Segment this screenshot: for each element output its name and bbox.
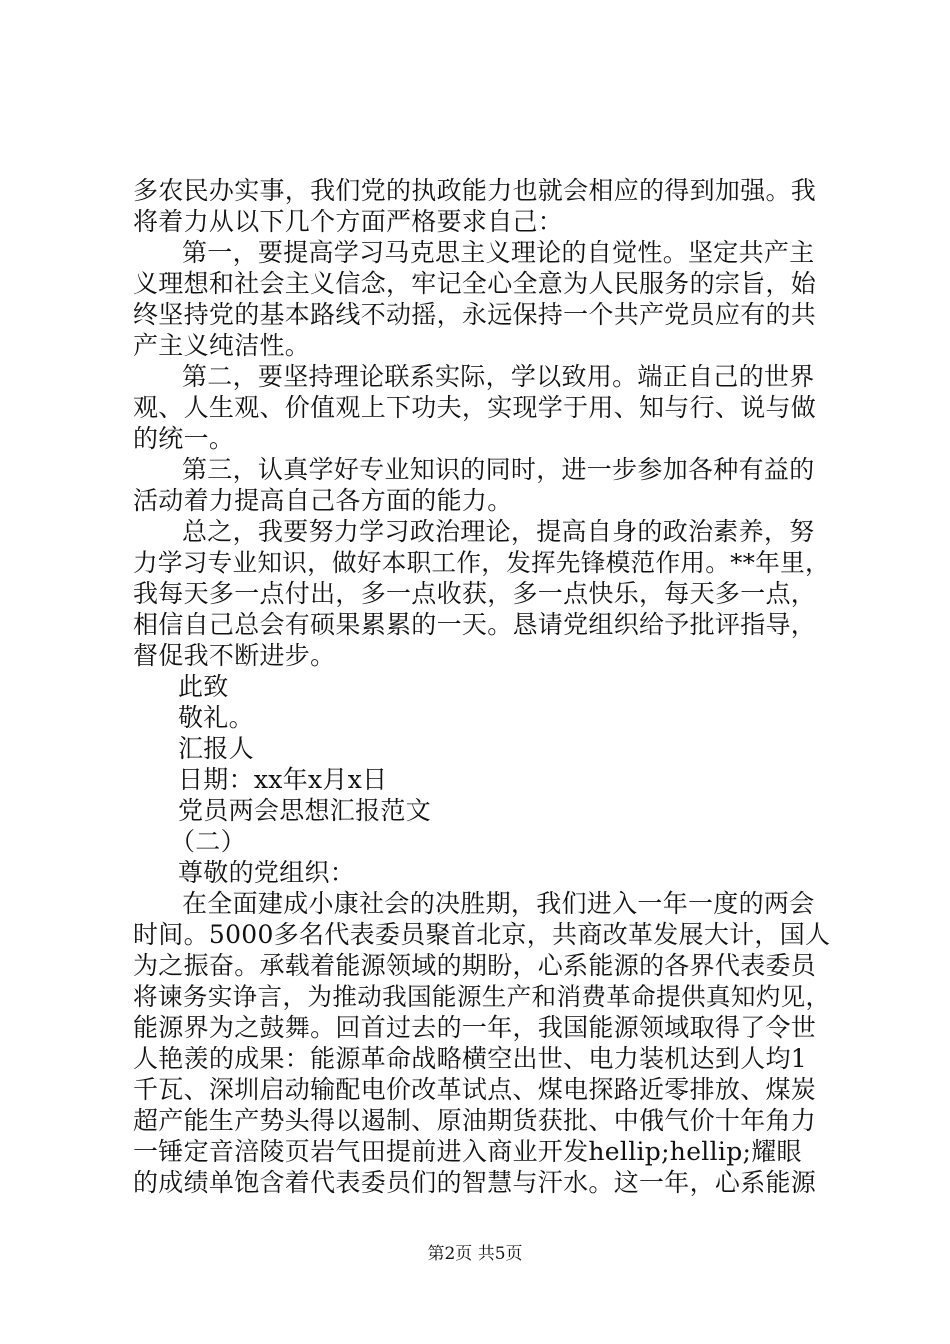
date-line: 日期：xx年x月x日 xyxy=(178,765,388,794)
text-line: 多农民办实事，我们党的执政能力也就会相应的得到加强。我 xyxy=(133,176,817,205)
signature-label: 汇报人 xyxy=(178,734,254,763)
text-line: 在全面建成小康社会的决胜期，我们进入一年一度的两会 xyxy=(182,889,815,918)
text-line: 时间。5000多名代表委员聚首北京，共商改革发展大计，国人 xyxy=(133,920,831,949)
salutation: 敬礼。 xyxy=(178,703,254,732)
text-line: 总之，我要努力学习政治理论，提高自身的政治素养，努 xyxy=(182,517,815,546)
text-line: 的统一。 xyxy=(133,424,235,453)
page-footer: 第2页 共5页 xyxy=(427,1244,523,1264)
text-line: 千瓦、深圳启动输配电价改革试点、煤电探路近零排放、煤炭 xyxy=(133,1075,817,1104)
text-line: 的成绩单饱含着代表委员们的智慧与汗水。这一年，心系能源 xyxy=(133,1168,817,1197)
text-line: 义理想和社会主义信念，牢记全心全意为人民服务的宗旨，始 xyxy=(133,269,817,298)
greeting: 尊敬的党组织： xyxy=(178,858,356,887)
text-line: 第二，要坚持理论联系实际，学以致用。端正自己的世界 xyxy=(182,362,815,391)
text-line: 产主义纯洁性。 xyxy=(133,331,311,360)
text-line: 将谏务实诤言，为推动我国能源生产和消费革命提供真知灼见， xyxy=(133,982,831,1011)
text-line: 将着力从以下几个方面严格要求自己： xyxy=(133,207,564,236)
section-title: 党员两会思想汇报范文 xyxy=(178,796,432,825)
text-line: 督促我不断进步。 xyxy=(133,641,336,670)
text-line: 一锤定音涪陵页岩气田提前进入商业开发hellip;hellip;耀眼 xyxy=(133,1137,802,1166)
text-line: 能源界为之鼓舞。回首过去的一年，我国能源领域取得了令世 xyxy=(133,1013,817,1042)
text-line: 相信自己总会有硕果累累的一天。恳请党组织给予批评指导， xyxy=(133,610,817,639)
text-line: 第一，要提高学习马克思主义理论的自觉性。坚定共产主 xyxy=(182,238,815,267)
text-line: 超产能生产势头得以遏制、原油期货获批、中俄气价十年角力 xyxy=(133,1106,817,1135)
text-line: 活动着力提高自己各方面的能力。 xyxy=(133,486,513,515)
text-line: 人艳羡的成果：能源革命战略横空出世、电力装机达到人均1 xyxy=(133,1044,808,1073)
text-line: 终坚持党的基本路线不动摇，永远保持一个共产党员应有的共 xyxy=(133,300,817,329)
text-line: 观、人生观、价值观上下功夫，实现学于用、知与行、说与做 xyxy=(133,393,817,422)
text-line: 力学习专业知识，做好本职工作，发挥先锋模范作用。**年里， xyxy=(133,548,830,577)
text-line: 我每天多一点付出，多一点收获，多一点快乐，每天多一点， xyxy=(133,579,817,608)
section-number: （二） xyxy=(170,827,246,856)
text-line: 为之振奋。承载着能源领域的期盼，心系能源的各界代表委员 xyxy=(133,951,817,980)
salutation: 此致 xyxy=(178,672,229,701)
text-line: 第三，认真学好专业知识的同时，进一步参加各种有益的 xyxy=(182,455,815,484)
